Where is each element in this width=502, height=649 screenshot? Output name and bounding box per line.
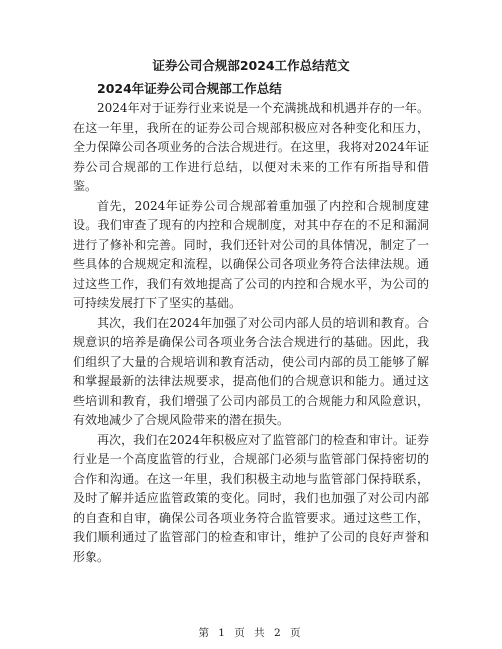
- paragraph-second: 其次，我们在2024年加强了对公司内部人员的培训和教育。合规意识的培养是确保公司各项业务合法合规进行的基础。因此，我们组织了大量的合规培训和教育活动，使公司内部的员工能够了解和掌握最新的法律法规要求，提高他们的合规意识和能力。通过这些培训和教育，我们增强了公司内部员工的合规能力和风险意识，有效地减少了合规风险带来的潜在损失。: [73, 315, 429, 427]
- paragraph-third: 再次，我们在2024年积极应对了监管部门的检查和审计。证券行业是一个高度监管的行业，合规部门必须与监管部门保持密切的合作和沟通。在这一年里，我们积极主动地与监管部门保持联系，及时了解并适应监管政策的变化。同时，我们也加强了对公司内部的自查和自审，确保公司各项业务符合监管要求。通过这些工作，我们顺利通过了监管部门的检查和审计，维护了公司的良好声誉和形象。: [73, 432, 429, 564]
- paragraph-intro: 2024年对于证券行业来说是一个充满挑战和机遇并存的一年。在这一年里，我所在的证券公司合规部积极应对各种变化和压力，全力保障公司各项业务的合法合规进行。在这里，我将对2024年证券公司合规部的工作进行总结，以便对未来的工作有所指导和借鉴。: [73, 101, 429, 193]
- document-body: [73, 99, 429, 567]
- paragraph-first: 首先，2024年证券公司合规部着重加强了内控和合规制度建设。我们审查了现有的内控和合规制度，对其中存在的不足和漏洞进行了修补和完善。同时，我们还针对公司的具体情况，制定了一些具体的合规规定和流程，以确保公司各项业务符合法律法规。通过这些工作，我们有效地提高了公司的内控和合规水平，为公司的可持续发展打下了坚实的基础。: [73, 198, 429, 310]
- document-subtitle: 2024年证券公司合规部工作总结: [97, 81, 282, 96]
- page-number-footer: 第 1 页 共 2 页: [198, 627, 304, 639]
- document-title: 证券公司合规部2024工作总结范文: [152, 58, 350, 73]
